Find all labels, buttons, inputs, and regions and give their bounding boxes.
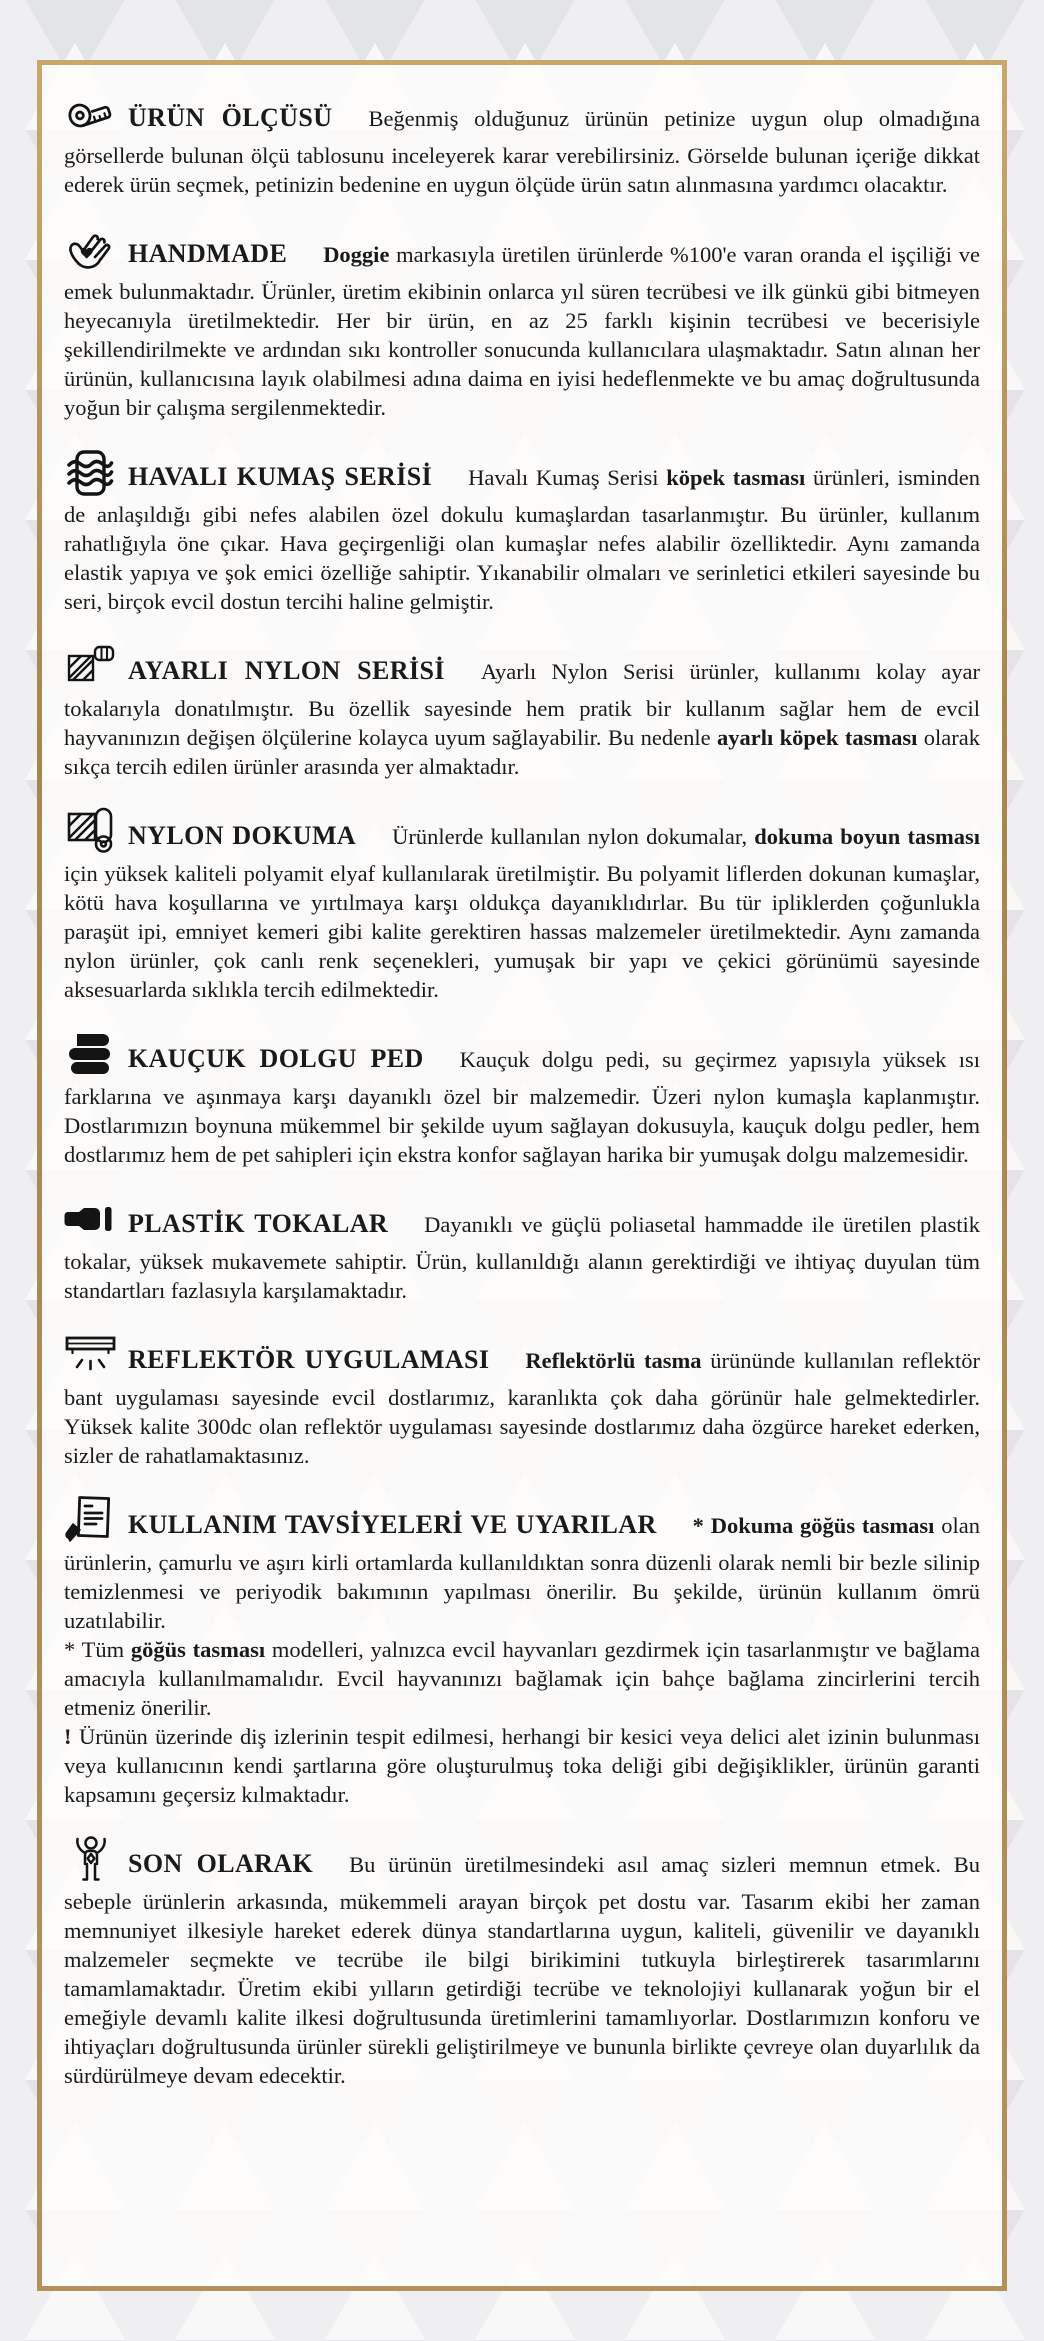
handmade-hand-heart-icon xyxy=(64,223,118,277)
body-text-run: ürününde kullanılan reflektör bant uygulaması sayesinde evcil dostlarımız, karanlıkta çok daha görünür hale gelmektedirler. Yüksek kalite 300dc olan reflektör uygulaması sayesinde dostlarımız daha özgürce hareket ederken, sizler de rahatlamaktasınız. xyxy=(64,1348,980,1468)
plastic-buckle-icon xyxy=(64,1193,118,1247)
body-text-run-bold: ! xyxy=(64,1724,72,1749)
section-paragraph xyxy=(64,1722,980,1809)
section-ayarli-nylon-serisi xyxy=(64,640,980,781)
section-reflektor-uygulamasi xyxy=(64,1329,980,1470)
body-text-run: Havalı Kumaş Serisi xyxy=(468,465,667,490)
section-paragraph xyxy=(64,1833,980,2090)
section-paragraph xyxy=(64,223,980,422)
section-title: HAVALI KUMAŞ SERİSİ xyxy=(128,462,433,491)
section-paragraph xyxy=(64,87,980,199)
body-text-run: markasıyla üretilen ürünlerde %100'e varan oranda el işçiliği ve emek bulunmaktadır. Ürünler, üretim ekibinin onlarca yıl süren tecrübesi ve ilk günkü gibi bitmeyen heyecanıyla üretilmektedir. Her bir ürün, en az 25 farklı kişinin tecrübesi ve becerisiyle şekillendirilmekte ve ardından sıkı kontroller sonucunda kullanıcılara ulaşmaktadır. Satın alınan her ürünün, kullanıcısına layık olabilmesi adına daima en iyisi hedeflenmekte ve bu amaç doğrultusunda yoğun bir çalışma sergilenmektedir. xyxy=(64,242,980,420)
body-text-run: Bu ürünün üretilmesindeki asıl amaç sizleri memnun etmek. Bu sebeple ürünlerin arkasında, mükemmeli arayan birçok pet dostu var. Tasarım ekibi her zaman memnuniyet ilkesiyle hareket ederek dünya standartlarına uygun, kaliteli, güvenilir ve dayanıklı malzemeler seçmekte ve tecrübe ile bilgi birikimini tutkuyla birleştirerek tasarımlarını tamamlamaktadır. Üretim ekibi yılların getirdiği tecrübe ve teknolojiyi kullanarak yoğun bir el emeğiyle devamlı kalite ilkesi doğrultusunda üretimlerini tamamlıyorlar. Dostlarımızın konforu ve ihtiyaçları doğrultusunda ürünler sürekli geliştirilmeye ve bununla birlikte çevreye olan duyarlılık da sürdürülmeye devam edecektir. xyxy=(64,1852,980,2088)
body-text-run-bold: köpek tasması xyxy=(666,465,806,490)
body-text-run: Ayarlı Nylon Serisi ürünler, kullanımı kolay ayar tokalarıyla donatılmıştır. Bu özellik sayesinde hem pratik bir kullanım sağlar hem de evcil hayvanınızın değişen ölçülerine kolayca uyum sağlayabilir. Bu nedenle xyxy=(64,659,980,750)
section-paragraph xyxy=(64,1028,980,1169)
body-text-run-bold: Reflektörlü tasma xyxy=(525,1348,702,1373)
section-son-olarak xyxy=(64,1833,980,2090)
body-text-run: olan ürünlerin, çamurlu ve aşırı kirli ortamlarda kullanıldıktan sonra düzenli olarak nemli bir bezle silinip temizlenmesi ve periyodik bakımının yapılması önerilir. Bu şekilde, ürünün kullanım ömrü uzatılabilir. xyxy=(64,1513,980,1633)
adjustable-buckle-fabric-icon xyxy=(64,640,118,694)
body-text-run: Kauçuk dolgu pedi, su geçirmez yapısıyla yüksek ısı farklarına ve aşınmaya karşı dayanıklı özel bir malzemedir. Üzeri nylon kumaşla kaplanmıştır. Dostlarımızın boynuna mükemmel bir şekilde uyum sağlayan dokusuyla, kauçuk dolgu pedler, hem dostlarımız hem de pet sahipleri için ekstra konfor sağlayan harika bir yumuşak dolgu malzemesidir. xyxy=(64,1047,980,1167)
section-paragraph xyxy=(64,805,980,1004)
body-text-run-bold: dokuma boyun tasması xyxy=(754,824,981,849)
section-kaucuk-dolgu-ped xyxy=(64,1028,980,1169)
usage-document-icon xyxy=(64,1494,118,1548)
section-title: REFLEKTÖR UYGULAMASI xyxy=(128,1345,490,1374)
breathable-fabric-icon xyxy=(64,446,118,500)
section-urun-olcusu xyxy=(64,87,980,199)
section-nylon-dokuma xyxy=(64,805,980,1004)
section-handmade xyxy=(64,223,980,422)
body-text-run-bold: Doggie xyxy=(323,242,390,267)
body-text-run-bold: ayarlı köpek tasması xyxy=(717,725,918,750)
measuring-tape-icon xyxy=(64,87,118,141)
section-kullanim-tavsiyeleri xyxy=(64,1494,980,1809)
section-paragraph xyxy=(64,1494,980,1635)
section-paragraph xyxy=(64,446,980,616)
body-text-run: * Tüm xyxy=(64,1637,131,1662)
section-paragraph xyxy=(64,1635,980,1722)
body-text-run: Beğenmiş olduğunuz ürünün petinize uygun olup olmadığına görsellerde bulunan ölçü tablosunu inceleyerek karar verebilirsiniz. Görselde bulunan içeriğe dikkat ederek ürün seçmek, petinizin bedenine en uygun ölçüde ürün satın alınmasına yardımcı olacaktır. xyxy=(64,106,980,197)
body-text-run: için yüksek kaliteli polyamit elyaf kullanılarak üretilmiştir. Bu polyamit liflerden dokunan kumaşlar, kötü hava koşullarına ve yırtılmaya karşı oldukça dayanıklıdırlar. Bu tür ipliklerden çoğunlukla paraşüt ipi, emniyet kemeri gibi kalite gerektiren hassas malzemeler üretilmektedir. Aynı zamanda nylon ürünler, çok canlı renk seçenekleri, yumuşak bir yapı ve çekici görünümü sayesinde aksesuarlarda sıklıkla tercih edilmektedir. xyxy=(64,861,980,1002)
rubber-pad-layers-icon xyxy=(64,1028,118,1082)
section-title: PLASTİK TOKALAR xyxy=(128,1209,389,1238)
section-title: ÜRÜN ÖLÇÜSÜ xyxy=(128,103,333,132)
section-paragraph xyxy=(64,1193,980,1305)
body-text-run-bold: * Dokuma göğüs tasması xyxy=(692,1513,935,1538)
body-text-run: olarak sıkça tercih edilen ürünler arasında yer almaktadır. xyxy=(64,725,981,779)
section-havali-kumas-serisi xyxy=(64,446,980,616)
section-title: NYLON DOKUMA xyxy=(128,821,357,850)
section-title: HANDMADE xyxy=(128,239,288,268)
body-text-run: Ürünün üzerinde diş izlerinin tespit edilmesi, herhangi bir kesici veya delici alet izinin bulunması veya kullanıcının kendi şartlarına göre oluşturulmuş toka deliği gibi değişiklikler, ürünün garanti kapsamını geçersiz kılmaktadır. xyxy=(64,1724,980,1807)
section-paragraph xyxy=(64,640,980,781)
body-text-run: ürünleri, isminden de anlaşıldığı gibi nefes alabilen özel dokulu kumaşlardan tasarlanmıştır. Bu ürünler, kullanım rahatlığıyla öne çıkar. Hava geçirgenliği olan kumaşlar nefes alabilir özelliktedir. Aynı zamanda elastik yapıya ve şok emici özelliğe sahiptir. Yıkanabilir olmaları ve serinletici etkileri sayesinde bu seri, birçok evcil dostun tercihi haline gelmiştir. xyxy=(64,465,981,614)
product-description-card xyxy=(37,60,1007,2291)
section-title: AYARLI NYLON SERİSİ xyxy=(128,656,445,685)
body-text-run-bold: göğüs tasması xyxy=(130,1637,266,1662)
woven-nylon-icon xyxy=(64,805,118,859)
section-plastik-tokalar xyxy=(64,1193,980,1305)
body-text-run: modelleri, yalnızca evcil hayvanları gezdirmek için tasarlanmıştır ve bağlama amacıyla kullanılmamalıdır. Evcil hayvanınızı bağlamak için bahçe bağlama zincirlerini tercih etmeniz önerilir. xyxy=(64,1637,980,1720)
section-title: SON OLARAK xyxy=(128,1849,314,1878)
reflector-band-icon xyxy=(64,1329,118,1383)
body-text-run: Dayanıklı ve güçlü poliasetal hammadde ile üretilen plastik tokalar, yüksek mukavemete sahiptir. Ürün, kullanıldığı alanın gerektirdiği ve ihtiyaç duyulan tüm standartları fazlasıyla karşılamaktadır. xyxy=(64,1212,980,1303)
person-celebrate-icon xyxy=(64,1833,118,1887)
section-title: KULLANIM TAVSİYELERİ VE UYARILAR xyxy=(128,1510,657,1539)
section-paragraph xyxy=(64,1329,980,1470)
body-text-run: Ürünlerde kullanılan nylon dokumalar, xyxy=(392,824,755,849)
section-title: KAUÇUK DOLGU PED xyxy=(128,1044,424,1073)
